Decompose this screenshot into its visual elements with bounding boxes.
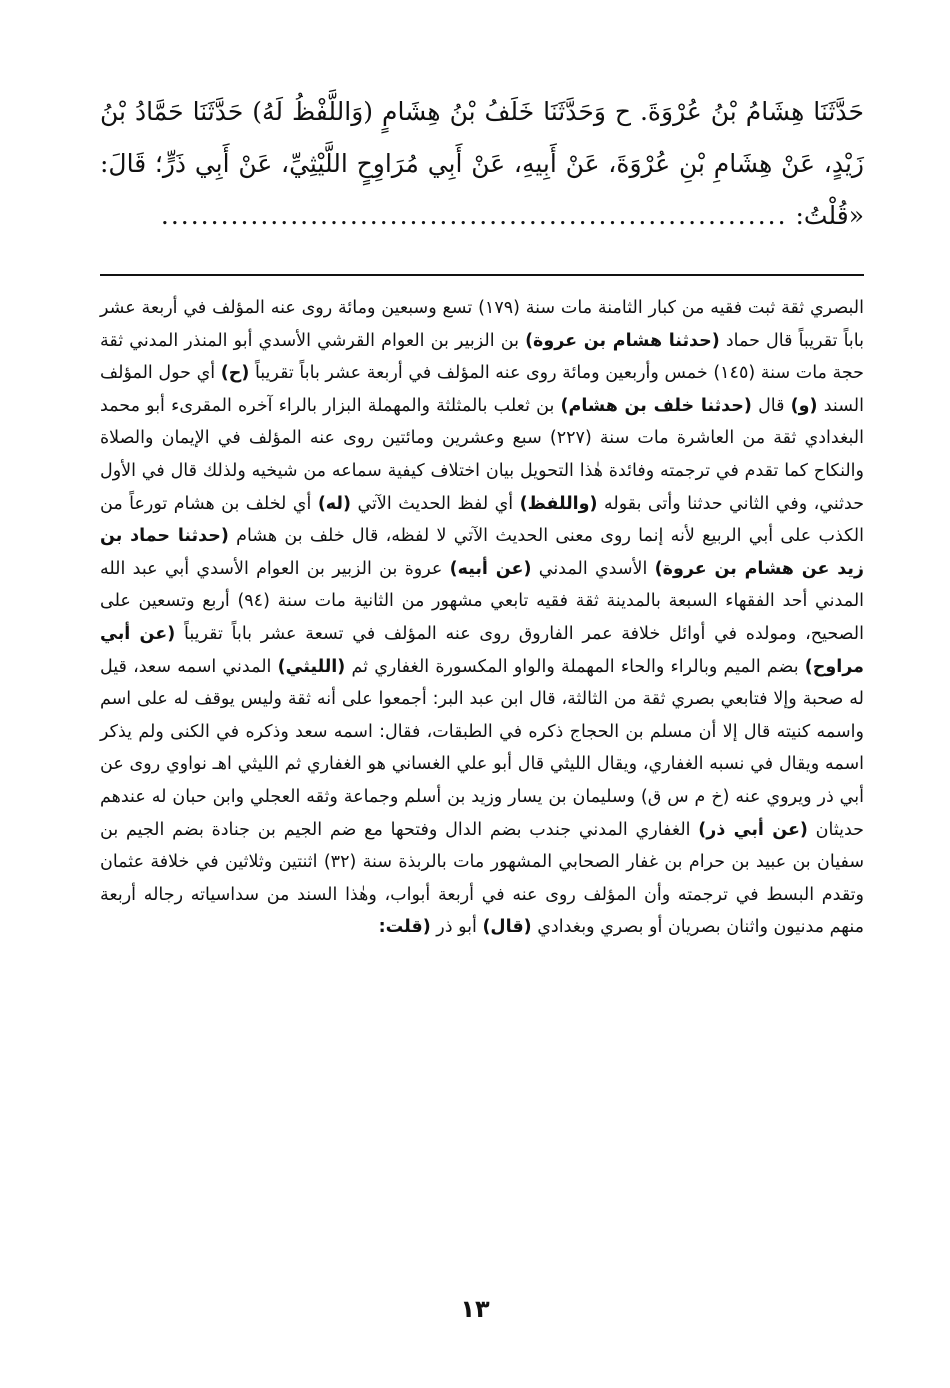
commentary-bold-phrase: (حدثنا خلف بن هشام) [560,395,752,416]
hadith-ellipsis: ............................................................... [160,201,788,230]
commentary-text: المدني اسمه سعد، قيل له صحبة وإلا فتابعي بصري ثقة من الثالثة، قال ابن عبد البر: أجمعوا على أنه ثقة وليس يوقف له على اسم واسمه كنيته قال إلا أن مسلم بن الحجاج ذكره في الطبقات، فقال: اسمه سعد وذكره في الكنى ولم يذكر اسمه ويقال في نسبه الغفاري، ويقال الليثي قال أبو علي الغساني هو الغفاري ثم الليثي اهـ نواوي روى عن أبي ذر ويروي عنه (خ م س ق) وسليمان بن يسار وزيد بن أسلم وجماعة وثقه العجلي وابن حبان له عندهم حديثان [100,656,864,840]
commentary-bold-phrase: (الليثي) [277,656,346,677]
commentary-bold-phrase: (و) [790,395,818,416]
commentary-bold-phrase: (له) [317,493,351,514]
commentary-bold-phrase: (عن أبيه) [449,558,532,579]
commentary-bold-phrase: (عن أبي ذر) [698,819,808,840]
commentary-text: الغفاري المدني جندب بضم الدال وفتحها مع ضم الجيم بن جنادة بضم الجيم بن سفيان بن عبيد بن حرام بن غفار الصحابي المشهور مات بالربذة سنة (٣٢) اثنتين وثلاثين في خلافة عثمان وتقدم البسط في ترجمته وأن المؤلف روى عنه في أربعة أبواب، وهٰذا السند من سداسياته رجاله أربعة منهم مدنيون واثنان بصريان أو بصري وبغدادي [100,819,864,938]
commentary-bold-phrase: (عن أبي مراوح) [100,623,864,677]
commentary-text: أي حول المؤلف السند [100,363,864,416]
hadith-text: حَدَّثَنَا هِشَامُ بْنُ عُرْوَةَ. ح وَحَدَّثَنَا خَلَفُ بْنُ هِشَامٍ (وَاللَّفْظُ لَهُ) حَدَّثَنَا حَمَّادُ بْنُ زَيْدٍ، عَنْ هِشَامِ بْنِ عُرْوَةَ، عَنْ أَبِيهِ، عَنْ أَبِي مُرَاوِحٍ اللَّيْثِيِّ، عَنْ أَبِي ذَرٍّ؛ قَالَ: «قُلْتُ: [100,97,864,230]
commentary-block [100,292,864,944]
commentary-text: أي لفظ الحديث الآتي [351,493,520,514]
commentary-bold-phrase: (قلت: [378,917,431,938]
commentary-text: أبو ذر [430,917,483,938]
commentary-text: عروة بن الزبير بن العوام الأسدي أبي عبد الله المدني أحد الفقهاء السبعة بالمدينة ثقة فقيه تابعي مشهور من الثانية مات سنة (٩٤) أربع وتسعين على الصحيح، ومولده في أوائل خلافة عمر الفاروق روى عنه المؤلف في تسعة عشر باباً تقريباً [100,558,865,644]
commentary-text: قال [751,395,791,416]
commentary-bold-phrase: (واللفظ) [519,493,598,514]
commentary-bold-phrase: (حدثنا حماد بن زيد عن هشام بن عروة) [100,526,865,579]
footnote-separator-line [100,274,864,276]
commentary-text: بن ثعلب بالمثلثة والمهملة البزار بالراء آخره المقرىء أبو محمد البغدادي ثقة من العاشرة مات سنة (٢٢٧) سبع وعشرين ومائتين روى عنه المؤلف في الإيمان والصلاة والنكاح كما تقدم في ترجمته وفائدة هٰذا التحويل بيان اختلاف كيفية سماعه من شيخيه ولذلك قال في الأول حدثني، وفي الثاني حدثنا وأتى بقوله [100,395,865,514]
commentary-text: بضم الميم وبالراء والحاء المهملة والواو المكسورة الغفاري ثم [345,656,805,677]
page-number: ١٣ [460,1295,490,1323]
commentary-bold-phrase: (ح) [220,363,250,384]
commentary-bold-phrase: (حدثنا هشام بن عروة) [525,330,720,351]
commentary-text: أي لخلف بن هشام تورعاً من الكذب على أبي الربيع لأنه إنما روى معنى الحديث الآتي لا لفظه، قال خلف بن هشام [100,493,864,547]
commentary-text: بن الزبير بن العوام القرشي الأسدي أبو المنذر المدني ثقة حجة مات سنة (١٤٥) خمس وأربعين ومائة روى عنه المؤلف في أربعة عشر باباً تقريباً [100,330,864,384]
commentary-bold-phrase: (قال) [482,917,532,938]
commentary-text: الأسدي المدني [531,558,655,579]
commentary-text: البصري ثقة ثبت فقيه من كبار الثامنة مات سنة (١٧٩) تسع وسبعين ومائة روى عنه المؤلف في أربعة عشر باباً تقريباً قال حماد [100,298,864,351]
hadith-text-block [100,86,864,242]
